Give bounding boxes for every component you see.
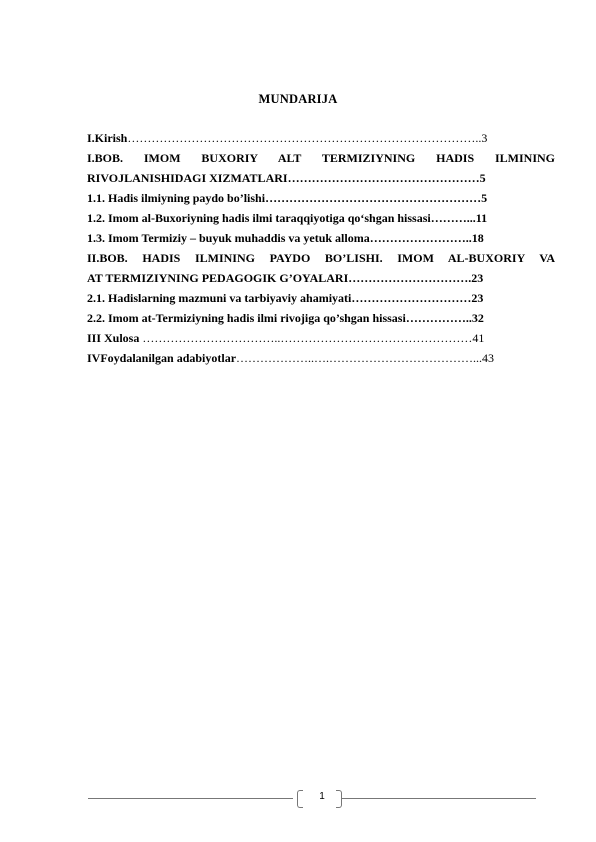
toc-entry-1-2[interactable] [87, 208, 555, 228]
toc-entry-label-line1: II.BOB. HADIS ILMINING PAYDO BO’LISHI. IMOM AL-BUXORIY VA [87, 251, 555, 265]
toc-page-number: 23 [471, 291, 484, 305]
toc-page-number: 3 [481, 131, 488, 145]
toc-leader-dots: ………... [430, 211, 476, 225]
toc-entry-label: 2.2. Imom at-Termiziyning hadis ilmi rivojiga qo’shgan hissasi [87, 311, 406, 325]
toc-leader-dots: …………………………. [348, 271, 472, 285]
toc-entry-label-line1: I.BOB. IMOM BUXORIY ALT TERMIZIYNING HADIS ILMINING [87, 151, 555, 165]
toc-entry-label: 2.1. Hadislarning mazmuni va tarbiyaviy ahamiyati [87, 291, 352, 305]
toc-entry-1-3[interactable] [87, 228, 555, 248]
toc-entry-label: IVFoydalanilgan adabiyotlar [87, 351, 237, 365]
toc-entry-label: I.Kirish [87, 131, 128, 145]
toc-leader-dots: …………….. [405, 311, 472, 325]
toc-leader-dots: ……………………………………………… [265, 191, 482, 205]
toc-entry-2-2[interactable] [87, 308, 555, 328]
footer-rule-right [341, 798, 536, 799]
toc-entry-2-1[interactable] [87, 288, 555, 308]
toc-page-number: 32 [471, 311, 484, 325]
page-footer [88, 789, 536, 807]
toc-entry-chapter-1[interactable] [87, 148, 555, 188]
toc-page-number: 41 [472, 331, 485, 345]
page-number: 1 [319, 791, 325, 802]
toc-page-number: 18 [471, 231, 484, 245]
table-of-contents [87, 128, 555, 368]
toc-entry-label: 1.2. Imom al-Buxoriyning hadis ilmi taraqqiyotiga qo‘shgan hissasi [87, 211, 431, 225]
toc-page-number: 5 [479, 171, 486, 185]
toc-entry-label: AT TERMIZIYNING PEDAGOGIK G’OYALARI [87, 271, 349, 285]
toc-leader-dots: …………………….. [369, 231, 472, 245]
toc-page-number: 23 [471, 271, 484, 285]
footer-rule-left [88, 798, 293, 799]
toc-entry-label: RIVOJLANISHIDAGI XIZMATLARI [87, 171, 288, 185]
footer-bracket-right [336, 790, 342, 808]
toc-page-number: 43 [482, 351, 495, 365]
toc-leader-dots: ………………………… [351, 291, 472, 305]
toc-entry-kirish[interactable] [87, 128, 555, 148]
page-title: MUNDARIJA [258, 92, 338, 106]
toc-entry-chapter-2[interactable] [87, 248, 555, 288]
toc-leader-dots: ………………………………………… [287, 171, 480, 185]
toc-entry-label: 1.3. Imom Termiziy – buyuk muhaddis va yetuk alloma [87, 231, 370, 245]
toc-entry-1-1[interactable] [87, 188, 555, 208]
toc-leader-dots: …………………………………………………………………………….. [127, 131, 482, 145]
toc-entry-xulosa[interactable] [87, 328, 555, 348]
toc-page-number: 5 [481, 191, 488, 205]
toc-entry-label: III Xulosa [87, 331, 140, 345]
footer-bracket-left [297, 790, 303, 808]
toc-entry-label: 1.1. Hadis ilmiyning paydo bo’lishi [87, 191, 266, 205]
toc-leader-dots: ………………..….………………………………... [236, 351, 483, 365]
toc-entry-adabiyotlar[interactable] [87, 348, 555, 368]
toc-leader-dots: ……………………………..………………………………………… [139, 331, 473, 345]
toc-page-number: 11 [475, 211, 488, 225]
